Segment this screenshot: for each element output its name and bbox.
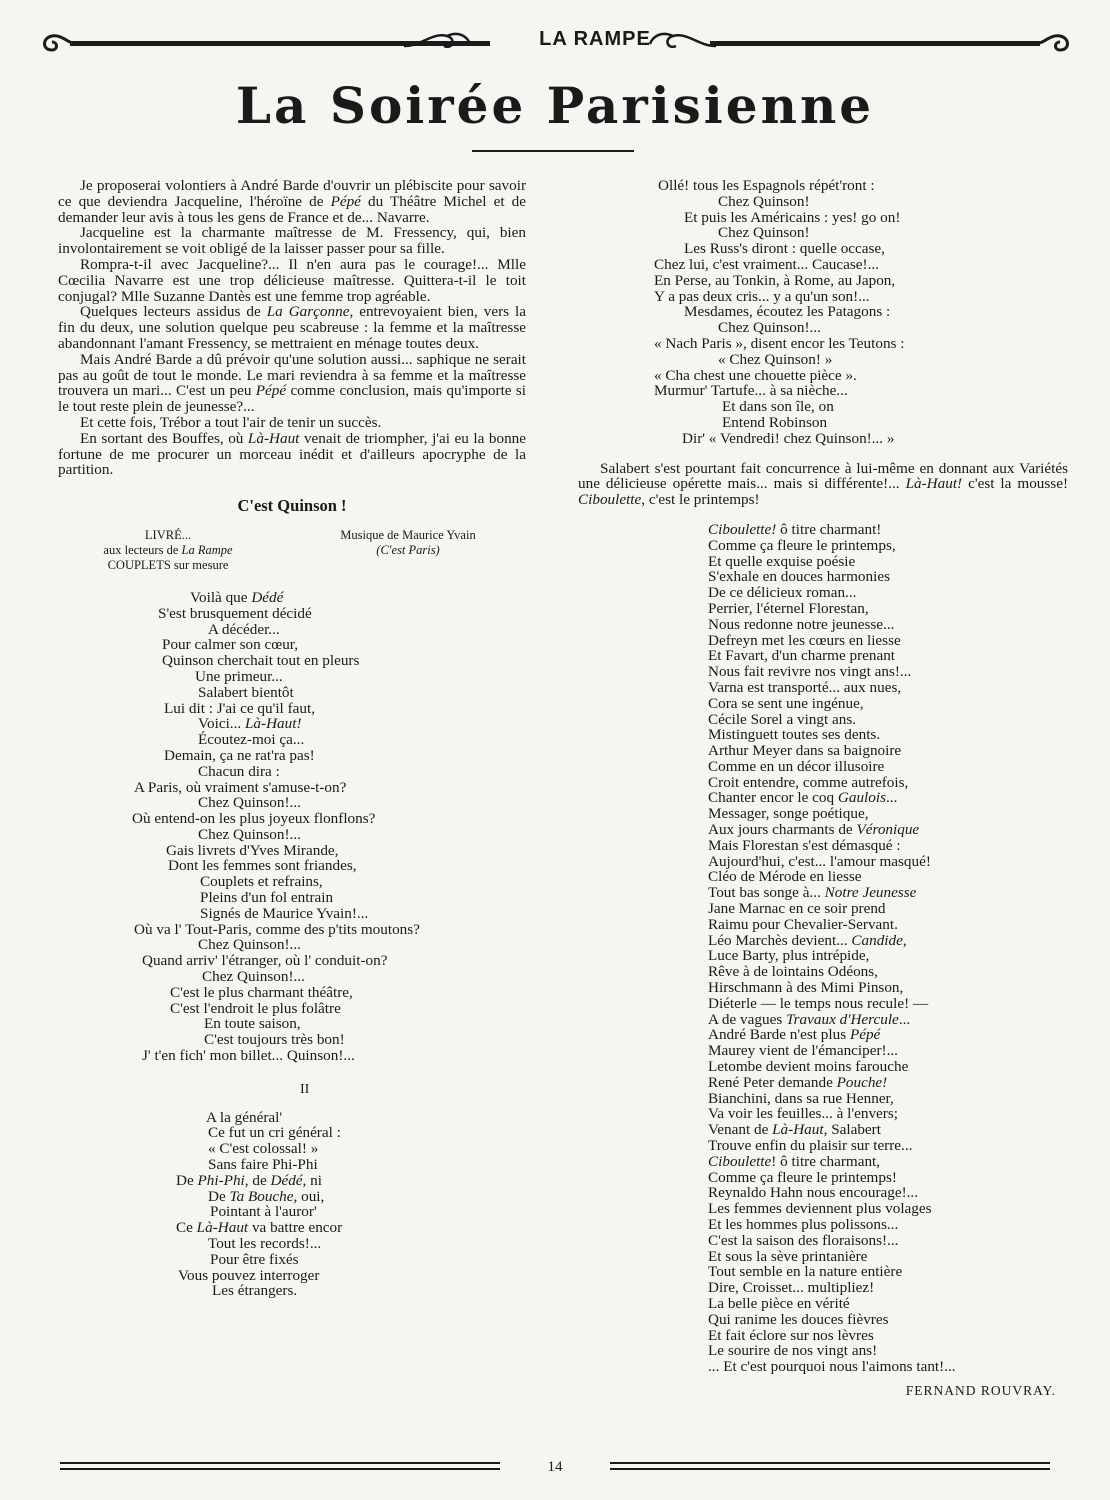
- poem-line: Le sourire de nos vingt ans!: [708, 1342, 878, 1360]
- poem-line: André Barde n'est plus Pépé: [708, 1026, 881, 1044]
- poem-line: Tout bas songe à... Notre Jeunesse: [708, 884, 917, 902]
- intro-paragraphs: [58, 178, 526, 478]
- verse-line: Voici... Là-Haut!: [198, 715, 302, 733]
- paragraph: Je proposerai volontiers à André Barde d'ouvrir un plébiscite pour savoir ce que deviendra Jacqueline, l'héroïne de Pépé du Théâtre Michel et de demander leur avis à tous les gens de France et de... Navarre.: [58, 177, 526, 226]
- verse-line: Où va l' Tout-Paris, comme des p'tits moutons?: [134, 920, 420, 938]
- verse-line: Les étrangers.: [212, 1282, 298, 1300]
- verse-line: Couplets et refrains,: [200, 873, 323, 891]
- verse-line: A décéder...: [208, 620, 280, 638]
- poem-line: Croit entendre, comme autrefois,: [708, 773, 909, 791]
- credit-line: COUPLETS sur mesure: [107, 557, 229, 572]
- verse-line: Dont les femmes sont friandes,: [168, 857, 357, 875]
- verse-line: Y a pas deux cris... y a qu'un son!...: [654, 287, 870, 305]
- verse-line: Pleins d'un fol entrain: [200, 889, 334, 907]
- poem-line: Va voir les feuilles... à l'envers;: [708, 1105, 898, 1123]
- poem-line: Varna est transporté... aux nues,: [708, 678, 902, 696]
- verse-line: Quand arriv' l'étranger, où l' conduit-on?: [142, 952, 388, 970]
- page-header: [40, 28, 1070, 58]
- footer-rule-left-2: [60, 1468, 500, 1470]
- verse-line: Chez Quinson!...: [198, 794, 301, 812]
- credit-line: Musique de Maurice Yvain: [340, 527, 476, 542]
- poem-line: Et les hommes plus polissons...: [708, 1216, 899, 1233]
- verse-line: Gais livrets d'Yves Mirande,: [166, 841, 339, 859]
- verse-line: Chez lui, c'est vraiment... Caucase!...: [654, 255, 879, 273]
- poem-line: Raimu pour Chevalier-Servant.: [708, 915, 898, 933]
- verse-line: Chacun dira :: [198, 762, 280, 780]
- paragraph: En sortant des Bouffes, où Là-Haut venait de triompher, j'ai eu la bonne fortune de me procurer un morceau inédit et d'ailleurs apocryphe de la partition.: [58, 429, 526, 479]
- poem-line: Aujourd'hui, c'est... l'amour masqué!: [708, 852, 931, 870]
- verse-line: Ce Là-Haut va battre encor: [176, 1219, 343, 1237]
- verse-line: Tout les records!...: [208, 1235, 322, 1253]
- poem-line: René Peter demande Pouche!: [708, 1073, 888, 1091]
- header-rule-right: [710, 41, 1040, 46]
- verse-line: C'est toujours très bon!: [204, 1031, 345, 1049]
- verse-line: Signés de Maurice Yvain!...: [200, 904, 369, 922]
- verse-line: Pointant à l'auror': [210, 1203, 317, 1221]
- verse-one: [58, 590, 526, 1064]
- right-column: [578, 178, 1068, 1399]
- verse-line: Chez Quinson!...: [198, 936, 301, 954]
- left-column: [58, 178, 526, 1299]
- verse-line: Demain, ça ne rat'ra pas!: [164, 746, 315, 764]
- paragraph: Mais André Barde a dû prévoir qu'une solution aussi... saphique ne serait pas au goût de tout le monde. Le mari reviendra à sa femme et la maîtresse trouvera un mari... C'est un peu Pépé comme conclusion, mais qu'importe si le tout reste plein de jeunesse?...: [58, 350, 526, 416]
- poem-line: Perrier, l'éternel Florestan,: [708, 599, 869, 617]
- poem-line: Qui ranime les douces fièvres: [708, 1310, 889, 1328]
- poem-line: Comme ça fleure le printemps!: [708, 1168, 897, 1186]
- verse-line: Lui dit : J'ai ce qu'il faut,: [164, 699, 315, 717]
- right-ornament-icon: [1032, 28, 1072, 58]
- poem-line: Jane Marnac en ce soir prend: [708, 900, 886, 918]
- running-head: LA RAMPE: [539, 28, 651, 50]
- poem-line: Cora se sent une ingénue,: [708, 694, 864, 712]
- verse-line: Pour calmer son cœur,: [162, 636, 299, 654]
- verse-line: « C'est colossal! »: [208, 1140, 319, 1158]
- verse-line: Quinson cherchait tout en pleurs: [162, 652, 360, 670]
- poem-line: A de vagues Travaux d'Hercule...: [708, 1010, 911, 1028]
- spring-poem: [578, 522, 1068, 1375]
- verse-line: J' t'en fich' mon billet... Quinson!...: [142, 1047, 355, 1065]
- verse-line: Murmur' Tartufe... à sa nièche...: [654, 382, 848, 400]
- poem-line: Et sous la sève printanière: [708, 1247, 868, 1265]
- poem-line: Diéterle — le temps nous recule! —: [708, 994, 929, 1012]
- poem-line: Comme ça fleure le printemps,: [708, 536, 896, 554]
- verse-line: « Nach Paris », disent encor les Teutons :: [654, 334, 905, 352]
- poem-line: ... Et c'est pourquoi nous l'aimons tant!...: [708, 1358, 956, 1376]
- poem-line: Messager, songe poétique,: [708, 805, 869, 823]
- poem-line: De ce délicieux roman...: [708, 584, 857, 602]
- poem-line: C'est la saison des floraisons!...: [708, 1231, 899, 1249]
- poem-line: Tout semble en la nature entière: [708, 1263, 903, 1281]
- credit-line: LIVRÉ...: [144, 527, 192, 542]
- footer-rule-right-2: [610, 1468, 1050, 1470]
- verse-line: Mesdames, écoutez les Patagons :: [684, 303, 891, 321]
- poem-line: Aux jours charmants de Véronique: [708, 821, 920, 839]
- right-paragraph-text: Salabert s'est pourtant fait concurrence à lui-même en donnant aux Variétés une délicieuse opérette mais... mais si différente!... Là-Haut! c'est la mousse! Ciboulette, c'est le printemps!: [578, 459, 1069, 509]
- paragraph: Jacqueline est la charmante maîtresse de M. Fressency, qui, bien involontairement se voit obligé de la laisser passer pour sa fille.: [58, 224, 526, 258]
- verse-line: Chez Quinson!...: [202, 968, 305, 986]
- footer-rule-right-1: [610, 1462, 1050, 1464]
- poem-line: Bianchini, dans sa rue Henner,: [708, 1089, 894, 1107]
- footer-rule-left-1: [60, 1462, 500, 1464]
- left-flourish-icon: [402, 28, 472, 58]
- verse-line: Écoutez-moi ça...: [198, 731, 305, 749]
- verse-line: De Ta Bouche, oui,: [208, 1187, 325, 1205]
- poem-line: Letombe devient moins farouche: [708, 1058, 909, 1076]
- song-credits: [58, 528, 526, 590]
- verse-line: Voilà que Dédé: [190, 588, 284, 606]
- poem-line: Cécile Sorel a vingt ans.: [708, 710, 857, 728]
- page-number: 14: [547, 1459, 563, 1475]
- poem-line: Ciboulette! ô titre charmant!: [708, 520, 882, 538]
- poem-line: Arthur Meyer dans sa baignoire: [708, 742, 902, 760]
- paragraph: Quelques lecteurs assidus de La Garçonne, entrevoyaient bien, vers la fin du deux, une solution quelque peu scabreuse : la femme et la maîtresse abandonnant l'amant Fressency, se mettraient en ménage toutes deux.: [58, 303, 526, 352]
- poem-line: Dire, Croisset... multipliez!: [708, 1279, 875, 1297]
- verse-line: Dir' « Vendredi! chez Quinson!... »: [682, 429, 895, 447]
- poem-line: Cléo de Mérode en liesse: [708, 868, 862, 886]
- verse-two: [58, 1110, 526, 1300]
- verse-line: En Perse, au Tonkin, à Rome, au Japon,: [654, 271, 896, 289]
- poem-line: Venant de Là-Haut, Salabert: [708, 1121, 881, 1139]
- poem-line: Les femmes deviennent plus volages: [708, 1200, 932, 1218]
- page-footer: [60, 1454, 1050, 1484]
- poem-line: Léo Marchès devient... Candide,: [708, 931, 907, 949]
- poem-line: Rêve à de lointains Odéons,: [708, 963, 878, 981]
- verse-line: Pour être fixés: [210, 1250, 299, 1268]
- poem-line: Luce Barty, plus intrépide,: [708, 947, 870, 965]
- credit-line: (C'est Paris): [376, 542, 440, 557]
- poem-line: Defreyn met les cœurs en liesse: [708, 631, 901, 649]
- poem-line: Nous fait revivre nos vingt ans!...: [708, 663, 912, 681]
- poem-line: Chanter encor le coq Gaulois...: [708, 789, 898, 807]
- verse-line: En toute saison,: [204, 1015, 301, 1033]
- verse-line: Chez Quinson!: [718, 192, 810, 210]
- verse-line: A la général': [206, 1108, 283, 1126]
- verse-line: Les Russ's diront : quelle occase,: [684, 240, 885, 258]
- verse-line: « Chez Quinson! »: [718, 350, 833, 368]
- song-title: C'est Quinson !: [237, 496, 347, 516]
- poem-line: La belle pièce en vérité: [708, 1294, 850, 1312]
- verse-line: Et dans son île, on: [722, 398, 834, 416]
- poem-line: Comme en un décor illusoire: [708, 757, 885, 775]
- title-rule: [472, 150, 634, 152]
- article-title: La Soirée Parisienne: [235, 76, 875, 135]
- verse-line: Ce fut un cri général :: [208, 1124, 341, 1142]
- verse-line: C'est le plus charmant théâtre,: [170, 983, 353, 1001]
- verse-line: Ollé! tous les Espagnols répét'ront :: [658, 177, 875, 194]
- poem-line: Maurey vient de l'émanciper!...: [708, 1042, 898, 1060]
- poem-line: S'exhale en douces harmonies: [708, 568, 890, 586]
- verse-line: Chez Quinson!: [718, 224, 810, 242]
- verse-line: De Phi-Phi, de Dédé, ni: [176, 1171, 322, 1189]
- verse-line: Où entend-on les plus joyeux flonflons?: [132, 810, 376, 828]
- poem-line: Et fait éclore sur nos lèvres: [708, 1326, 874, 1344]
- verse-line: Une primeur...: [195, 667, 283, 685]
- verse-number: II: [300, 1081, 310, 1097]
- signature: FERNAND ROUVRAY.: [905, 1382, 1056, 1398]
- paragraph: Et cette fois, Trébor a tout l'air de tenir un succès.: [80, 413, 382, 431]
- poem-line: Trouve enfin du plaisir sur terre...: [708, 1137, 913, 1155]
- credit-line: aux lecteurs de La Rampe: [103, 542, 233, 557]
- verse-line: Vous pouvez interroger: [178, 1266, 320, 1284]
- verse-line: Chez Quinson!...: [718, 319, 821, 337]
- verse-line: Chez Quinson!...: [198, 825, 301, 843]
- poem-line: Reynaldo Hahn nous encourage!...: [708, 1184, 919, 1202]
- poem-line: Mistinguett toutes ses dents.: [708, 726, 881, 744]
- verse-three: [578, 178, 1068, 447]
- verse-line: Et puis les Américains : yes! go on!: [684, 208, 901, 226]
- poem-line: Nous redonne notre jeunesse...: [708, 615, 895, 633]
- verse-line: A Paris, où vraiment s'amuse-t-on?: [134, 778, 347, 796]
- verse-line: Salabert bientôt: [198, 683, 294, 701]
- paragraph: Rompra-t-il avec Jacqueline?... Il n'en aura pas le courage!... Mlle Cœcilia Navarre est une trop délicieuse maîtresse. Quittera-t-il le toit conjugal? Mlle Suzanne Dantès est une femme trop agréable.: [58, 255, 526, 305]
- poem-line: Et quelle exquise poésie: [708, 552, 856, 570]
- right-paragraph: [578, 461, 1068, 508]
- poem-line: Mais Florestan s'est démasqué :: [708, 836, 901, 854]
- verse-line: C'est l'endroit le plus folâtre: [170, 999, 341, 1017]
- verse-line: « Cha chest une chouette pièce ».: [654, 366, 857, 384]
- verse-line: Sans faire Phi-Phi: [208, 1156, 318, 1174]
- poem-line: Ciboulette! ô titre charmant,: [708, 1152, 881, 1170]
- right-flourish-icon: [648, 28, 718, 58]
- verse-line: Entend Robinson: [722, 413, 828, 431]
- poem-line: Hirschmann à des Mimi Pinson,: [708, 979, 904, 997]
- credits-left: [68, 528, 268, 573]
- credits-right: [308, 528, 508, 558]
- verse-line: S'est brusquement décidé: [158, 604, 312, 622]
- poem-line: Et Favart, d'un charme prenant: [708, 647, 896, 665]
